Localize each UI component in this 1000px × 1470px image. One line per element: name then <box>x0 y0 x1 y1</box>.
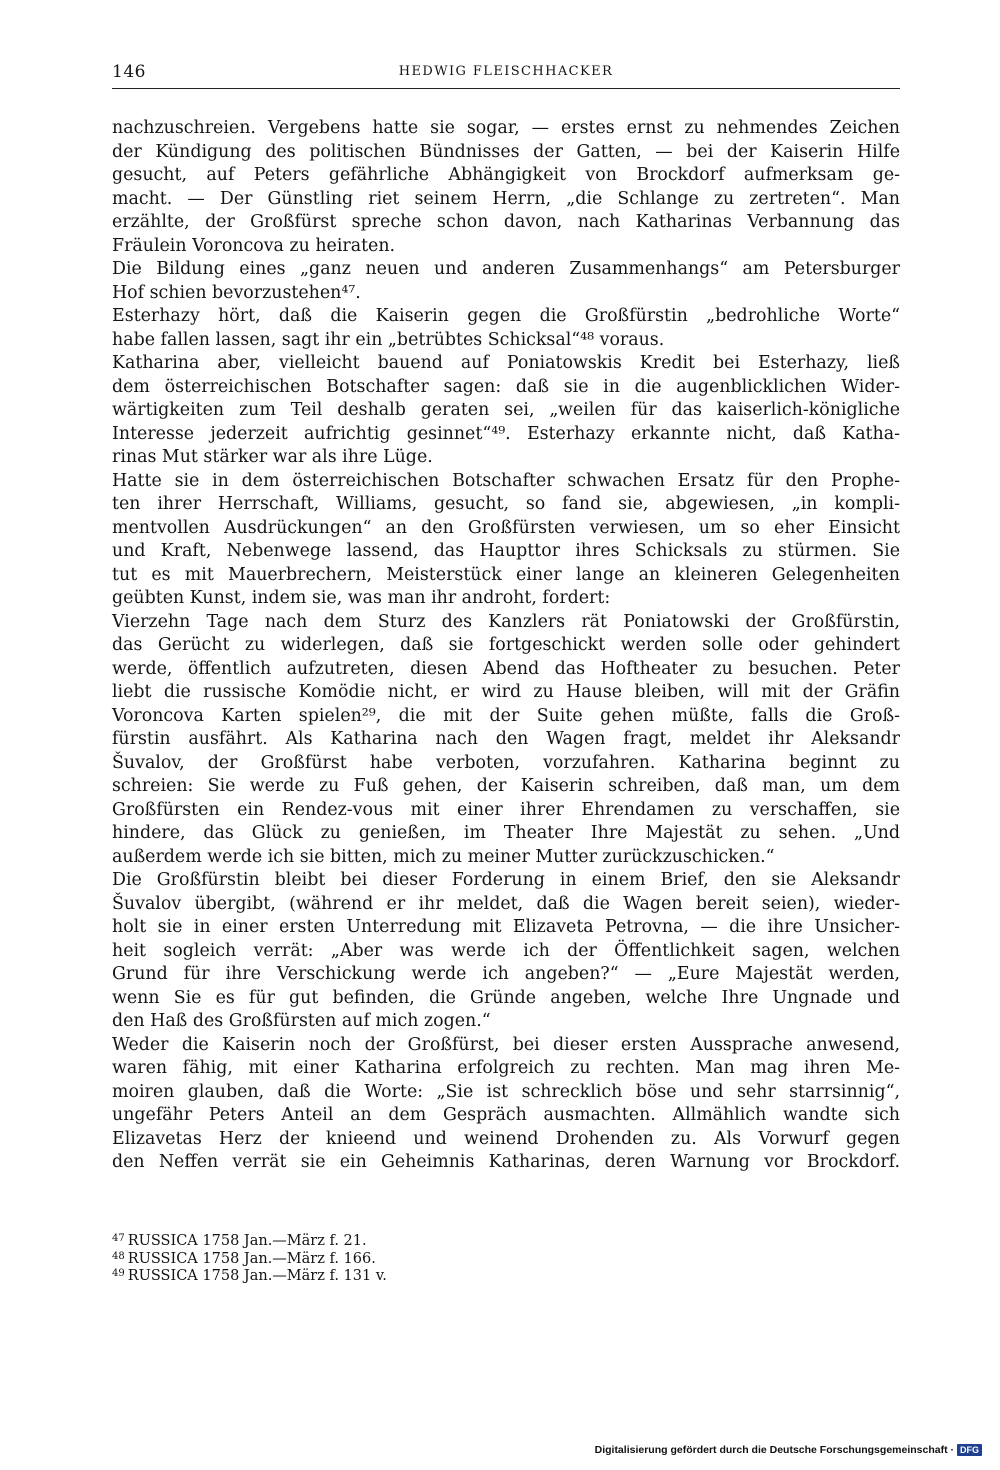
footnote-text: RUSSICA 1758 Jan.—März f. 166. <box>127 1250 376 1267</box>
footnote <box>112 1248 900 1266</box>
text-line: Weder die Kaiserin noch der Großfürst, bei dieser ersten Aussprache anwesend, <box>112 1034 900 1055</box>
text-line: der Kündigung des politischen Bündnisses der Gatten, — bei der Kaiserin Hilfe <box>112 141 900 162</box>
text-line: werde, öffentlich aufzutreten, diesen Abend das Hoftheater zu besuchen. Peter <box>112 658 900 679</box>
text-line: mentvollen Ausdrückungen“ an den Großfürsten verwiesen, um so eher Einsicht <box>112 517 900 538</box>
text-line: Die Großfürstin bleibt bei dieser Forderung in einem Brief, den sie Aleksandr <box>112 870 900 890</box>
text-line: waren fähig, mit einer Katharina erfolgreich zu rechten. Man mag ihren Me- <box>112 1058 900 1078</box>
credit-text: Digitalisierung gefördert durch die Deutsche Forschungsgemeinschaft · <box>594 1444 954 1456</box>
text-line: rinas Mut stärker war als ihre Lüge. <box>112 447 433 467</box>
text-line: Hof schien bevorzustehen⁴⁷. <box>112 282 361 303</box>
text-line: Vierzehn Tage nach dem Sturz des Kanzlers rät Poniatowski der Großfürstin, <box>112 611 900 632</box>
text-line: moiren glauben, daß die Worte: „Sie ist schrecklich böse und sehr starrsinnig“, <box>112 1081 900 1102</box>
page-number: 146 <box>112 62 146 82</box>
footnotes <box>112 1230 900 1283</box>
text-line: Voroncova Karten spielen²⁹, die mit der Suite gehen müßte, falls die Groß- <box>112 705 900 726</box>
text-line: das Gerücht zu widerlegen, daß sie fortgeschickt werden solle oder gehindert <box>112 635 900 655</box>
text-line: den Haß des Großfürsten auf mich zogen.“ <box>112 1011 491 1031</box>
text-line: hindere, das Glück zu genießen, im Theater Ihre Majestät zu sehen. „Und <box>112 823 900 843</box>
text-line: wärtigkeiten zum Teil deshalb geraten sei, „weilen für das kaiserlich-königliche <box>112 400 900 420</box>
text-line: tut es mit Mauerbrechern, Meisterstück einer lange an kleineren Gelegenheiten <box>112 564 900 585</box>
text-line: Die Bildung eines „ganz neuen und anderen Zusammenhangs“ am Petersburger <box>112 259 900 279</box>
text-line: gesucht, auf Peters gefährliche Abhängigkeit von Brockdorf aufmerksam ge- <box>112 165 900 185</box>
text-line: Katharina aber, vielleicht bauend auf Poniatowskis Kredit bei Esterhazy, ließ <box>112 353 900 373</box>
text-line: Esterhazy hört, daß die Kaiserin gegen die Großfürstin „bedrohliche Worte“ <box>112 306 900 326</box>
text-line: Hatte sie in dem österreichischen Botschafter schwachen Ersatz für den Prophe- <box>112 470 900 491</box>
text-line: Fräulein Voroncova zu heiraten. <box>112 235 396 256</box>
text-line: Elizavetas Herz der knieend und weinend Drohenden zu. Als Vorwurf gegen <box>112 1128 900 1149</box>
footnote-text: RUSSICA 1758 Jan.—März f. 21. <box>127 1233 367 1249</box>
text-line: nachzuschreien. Vergebens hatte sie sogar, — erstes ernst zu nehmendes Zeichen <box>112 118 900 138</box>
text-line: erzählte, der Großfürst spreche schon davon, nach Katharinas Verbannung das <box>112 212 900 232</box>
text-line: wenn Sie es für gut befinden, die Gründe angeben, welche Ihre Ungnade und <box>112 987 900 1008</box>
footnote-text: RUSSICA 1758 Jan.—März f. 131 v. <box>127 1268 387 1284</box>
page-header <box>112 60 900 89</box>
text-line: macht. — Der Günstling riet seinem Herrn, „die Schlange zu zertreten“. Man <box>112 188 900 209</box>
text-line: außerdem werde ich sie bitten, mich zu meiner Mutter zurückzuschicken.“ <box>112 846 775 867</box>
text-line: habe fallen lassen, sagt ihr ein „betrübtes Schicksal“⁴⁸ voraus. <box>112 329 665 350</box>
text-line: Šuvalov übergibt, (während er ihr meldet, daß die Wagen bereit seien), wieder- <box>112 893 900 914</box>
text-line: fürstin ausfährt. Als Katharina nach den Wagen fragt, meldet ihr Aleksandr <box>112 729 900 749</box>
body-text <box>112 117 900 1175</box>
footnote <box>112 1265 900 1283</box>
text-line: heit sogleich verrät: „Aber was werde ich der Öffentlichkeit sagen, welchen <box>112 940 900 961</box>
text-line: Šuvalov, der Großfürst habe verboten, vorzufahren. Katharina beginnt zu <box>112 752 900 773</box>
text-line: ten ihrer Herrschaft, Williams, gesucht, so fand sie, abgewiesen, „in kompli- <box>112 494 900 514</box>
text-line: Großfürsten ein Rendez-vous mit einer ihrer Ehrendamen zu verschaffen, sie <box>112 799 900 820</box>
text-line: schreien: Sie werde zu Fuß gehen, der Kaiserin schreiben, daß man, um dem <box>112 776 900 796</box>
text-line: den Neffen verrät sie ein Geheimnis Katharinas, deren Warnung vor Brockdorf. <box>112 1152 900 1172</box>
footnote-mark: 48 <box>112 1250 125 1262</box>
digitization-credit <box>595 1444 982 1456</box>
dfg-logo: DFG <box>957 1444 982 1456</box>
footnote <box>112 1230 900 1248</box>
footnote-mark: 47 <box>112 1233 125 1244</box>
text-line: liebt die russische Komödie nicht, er wird zu Hause bleiben, will mit der Gräfin <box>112 682 900 702</box>
text-line: geübten Kunst, indem sie, was man ihr androht, fordert: <box>112 588 611 608</box>
text-line: dem österreichischen Botschafter sagen: daß sie in die augenblicklichen Wider- <box>112 376 900 397</box>
text-line: Interesse jederzeit aufrichtig gesinnet“⁴⁹. Esterhazy erkannte nicht, daß Katha- <box>112 423 900 444</box>
text-line: und Kraft, Nebenwege lassend, das Haupttor ihres Schicksals zu stürmen. Sie <box>112 541 900 561</box>
text-line: Grund für ihre Verschickung werde ich angeben?“ — „Eure Majestät werden, <box>112 964 900 984</box>
text-line: holt sie in einer ersten Unterredung mit Elizaveta Petrovna, — die ihre Unsicher- <box>112 917 900 937</box>
running-head: HEDWIG FLEISCHHACKER <box>398 64 614 79</box>
footnote-mark: 49 <box>112 1268 125 1279</box>
text-line: ungefähr Peters Anteil an dem Gespräch ausmachten. Allmählich wandte sich <box>112 1105 900 1125</box>
